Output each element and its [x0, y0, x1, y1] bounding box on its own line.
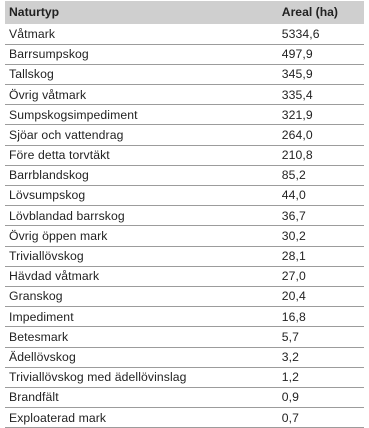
- table-row: [5, 165, 364, 185]
- table-row: [5, 347, 364, 367]
- cell-areal: 85,2: [278, 165, 364, 185]
- table-row: [5, 226, 364, 246]
- table-row: [5, 387, 364, 407]
- cell-areal: 28,1: [278, 246, 364, 266]
- cell-naturtyp: Våtmark: [5, 24, 278, 44]
- cell-naturtyp: Triviallövskog med ädellövinslag: [5, 367, 278, 387]
- table-row: [5, 408, 364, 428]
- cell-areal: 5334,6: [278, 24, 364, 44]
- cell-areal: 345,9: [278, 64, 364, 84]
- cell-naturtyp: Granskog: [5, 286, 278, 306]
- cell-areal: 27,0: [278, 266, 364, 286]
- cell-naturtyp: Sjöar och vattendrag: [5, 125, 278, 145]
- table-row: [5, 307, 364, 327]
- cell-naturtyp: Barrsumpskog: [5, 44, 278, 64]
- table-row: [5, 266, 364, 286]
- cell-naturtyp: Övrig våtmark: [5, 85, 278, 105]
- cell-areal: 0,9: [278, 387, 364, 407]
- table-row: [5, 367, 364, 387]
- naturtyp-table: [5, 1, 364, 428]
- table-header-row: [5, 1, 364, 24]
- cell-naturtyp: Exploaterad mark: [5, 408, 278, 428]
- cell-naturtyp: Sumpskogsimpediment: [5, 105, 278, 125]
- cell-naturtyp: Tallskog: [5, 64, 278, 84]
- cell-naturtyp: Hävdad våtmark: [5, 266, 278, 286]
- table-row: [5, 246, 364, 266]
- table-row: [5, 125, 364, 145]
- cell-areal: 20,4: [278, 286, 364, 306]
- cell-areal: 36,7: [278, 206, 364, 226]
- table-row: [5, 186, 364, 206]
- column-header-areal: Areal (ha): [281, 5, 338, 20]
- cell-naturtyp: Triviallövskog: [5, 246, 278, 266]
- cell-areal: 0,7: [278, 408, 364, 428]
- table-row: [5, 44, 364, 64]
- table-row: [5, 105, 364, 125]
- cell-areal: 44,0: [278, 186, 364, 206]
- table-row: [5, 64, 364, 84]
- cell-areal: 3,2: [278, 347, 364, 367]
- cell-naturtyp: Lövblandad barrskog: [5, 206, 278, 226]
- cell-areal: 5,7: [278, 327, 364, 347]
- cell-naturtyp: Övrig öppen mark: [5, 226, 278, 246]
- table-row: [5, 24, 364, 44]
- cell-naturtyp: Impediment: [5, 307, 278, 327]
- cell-areal: 1,2: [278, 367, 364, 387]
- cell-naturtyp: Ädellövskog: [5, 347, 278, 367]
- table-row: [5, 85, 364, 105]
- cell-areal: 335,4: [278, 85, 364, 105]
- table-row: [5, 145, 364, 165]
- cell-areal: 210,8: [278, 145, 364, 165]
- cell-areal: 497,9: [278, 44, 364, 64]
- table-row: [5, 327, 364, 347]
- cell-areal: 264,0: [278, 125, 364, 145]
- cell-naturtyp: Barrblandskog: [5, 165, 278, 185]
- cell-naturtyp: Brandfält: [5, 387, 278, 407]
- cell-areal: 16,8: [278, 307, 364, 327]
- cell-areal: 321,9: [278, 105, 364, 125]
- cell-naturtyp: Betesmark: [5, 327, 278, 347]
- table-row: [5, 286, 364, 306]
- naturtyp-table-container: [5, 1, 364, 428]
- column-header-naturtyp: Naturtyp: [9, 5, 60, 20]
- cell-naturtyp: Före detta torvtäkt: [5, 145, 278, 165]
- cell-naturtyp: Lövsumpskog: [5, 186, 278, 206]
- table-body: [5, 24, 364, 428]
- cell-areal: 30,2: [278, 226, 364, 246]
- table-row: [5, 206, 364, 226]
